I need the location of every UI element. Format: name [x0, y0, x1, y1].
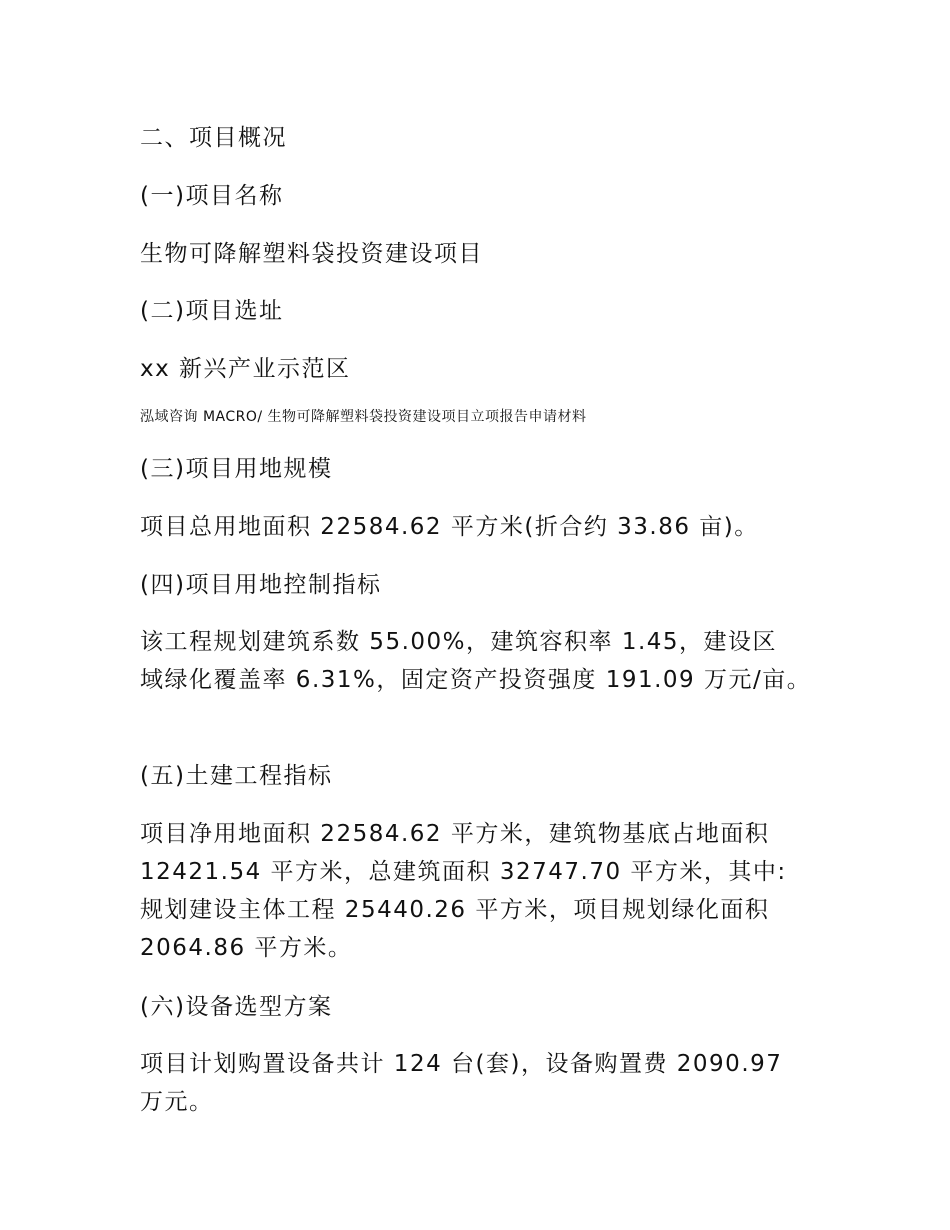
- project-site-text: xx 新兴产业示范区: [140, 356, 351, 382]
- heading-equipment-plan: (六)设备选型方案: [140, 994, 333, 1020]
- heading-land-scale: (三)项目用地规模: [140, 456, 333, 482]
- land-control-line-1: 该工程规划建筑系数 55.00%，建筑容积率 1.45，建设区: [140, 629, 778, 655]
- project-name-text: 生物可降解塑料袋投资建设项目: [140, 241, 483, 267]
- heading-land-control-indicators: (四)项目用地控制指标: [140, 572, 382, 598]
- land-control-line-2: 域绿化覆盖率 6.31%，固定资产投资强度 191.09 万元/亩。: [140, 667, 812, 693]
- land-scale-text: 项目总用地面积 22584.62 平方米(折合约 33.86 亩)。: [140, 514, 759, 540]
- equipment-line-2: 万元。: [140, 1089, 214, 1115]
- civil-line-4: 2064.86 平方米。: [140, 935, 353, 961]
- section-title: 二、项目概况: [140, 125, 287, 151]
- civil-line-3: 规划建设主体工程 25440.26 平方米，项目规划绿化面积: [140, 897, 770, 923]
- equipment-line-1: 项目计划购置设备共计 124 台(套)，设备购置费 2090.97: [140, 1051, 783, 1077]
- civil-line-1: 项目净用地面积 22584.62 平方米，建筑物基底占地面积: [140, 821, 770, 847]
- civil-line-2: 12421.54 平方米，总建筑面积 32747.70 平方米，其中:: [140, 859, 787, 885]
- heading-project-name: (一)项目名称: [140, 183, 284, 209]
- heading-project-site: (二)项目选址: [140, 298, 284, 324]
- heading-civil-engineering: (五)土建工程指标: [140, 763, 333, 789]
- running-header: 泓域咨询 MACRO/ 生物可降解塑料袋投资建设项目立项报告申请材料: [140, 409, 587, 425]
